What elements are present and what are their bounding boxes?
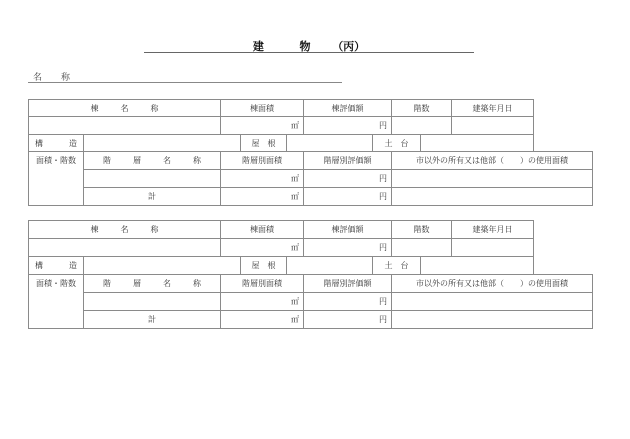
building-name-input[interactable] (28, 238, 221, 257)
other-use-header: 市以外の所有又は他部（ ）の使用面積 (391, 274, 593, 293)
roof-input[interactable] (286, 134, 373, 152)
assessed-value-input[interactable] (303, 238, 392, 257)
unit-yen: 円 (379, 192, 387, 201)
structure-input[interactable] (83, 256, 241, 275)
header-construction-date: 建築年月日 (451, 99, 534, 117)
total-area-input[interactable] (220, 310, 304, 329)
structure-input[interactable] (83, 134, 241, 152)
unit-yen: 円 (379, 121, 387, 130)
floor-area-input[interactable] (220, 116, 304, 135)
foundation-input[interactable] (420, 256, 534, 275)
construction-date-input[interactable] (451, 116, 534, 135)
area-floors-label: 面積・階数 (28, 274, 84, 329)
floor-area-input[interactable] (220, 292, 304, 311)
area-floors-label: 面積・階数 (28, 151, 84, 206)
header-floors: 階数 (391, 220, 452, 239)
floor-name-input[interactable] (83, 169, 221, 188)
floors-input[interactable] (391, 116, 452, 135)
header-building-name: 棟 名 称 (28, 99, 221, 117)
name-label-char: 名 (33, 73, 43, 83)
unit-sqm: ㎡ (291, 121, 299, 130)
unit-yen: 円 (379, 297, 387, 306)
total-other-use-input[interactable] (391, 187, 593, 206)
total-value-input[interactable] (303, 187, 392, 206)
title-char: （丙） (332, 40, 366, 53)
header-construction-date: 建築年月日 (451, 220, 534, 239)
header-assessed-value: 棟評価額 (303, 220, 392, 239)
roof-input[interactable] (286, 256, 373, 275)
foundation-input[interactable] (420, 134, 534, 152)
floor-area-input[interactable] (220, 169, 304, 188)
title-underline (144, 52, 474, 53)
floor-value-input[interactable] (303, 169, 392, 188)
title-char: 建 (252, 40, 264, 53)
header-floor-area: 棟面積 (220, 99, 304, 117)
foundation-label: 土 台 (372, 134, 421, 152)
total-value-input[interactable] (303, 310, 392, 329)
roof-label: 屋 根 (240, 134, 287, 152)
other-use-input[interactable] (391, 169, 593, 188)
unit-yen: 円 (379, 315, 387, 324)
header-floor-area: 棟面積 (220, 220, 304, 239)
unit-yen: 円 (379, 174, 387, 183)
floor-area-header: 階層別面積 (220, 151, 304, 170)
floor-value-input[interactable] (303, 292, 392, 311)
name-label-char: 称 (61, 73, 71, 83)
unit-sqm: ㎡ (291, 174, 299, 183)
foundation-label: 土 台 (372, 256, 421, 275)
other-use-input[interactable] (391, 292, 593, 311)
unit-sqm: ㎡ (291, 297, 299, 306)
unit-sqm: ㎡ (291, 192, 299, 201)
name-field[interactable] (28, 82, 342, 83)
header-assessed-value: 棟評価額 (303, 99, 392, 117)
unit-sqm: ㎡ (291, 315, 299, 324)
assessed-value-input[interactable] (303, 116, 392, 135)
total-other-use-input[interactable] (391, 310, 593, 329)
other-use-header: 市以外の所有又は他部（ ）の使用面積 (391, 151, 593, 170)
unit-sqm: ㎡ (291, 243, 299, 252)
roof-label: 屋 根 (240, 256, 287, 275)
floor-value-header: 階層別評価額 (303, 151, 392, 170)
total-area-input[interactable] (220, 187, 304, 206)
floors-input[interactable] (391, 238, 452, 257)
unit-yen: 円 (379, 243, 387, 252)
total-label: 計 (83, 187, 221, 206)
title-char: 物 (299, 40, 311, 53)
structure-label: 構 造 (28, 256, 84, 275)
header-floors: 階数 (391, 99, 452, 117)
structure-label: 構 造 (28, 134, 84, 152)
floor-name-header: 階 層 名 称 (83, 274, 221, 293)
floor-name-input[interactable] (83, 292, 221, 311)
floor-value-header: 階層別評価額 (303, 274, 392, 293)
floor-area-header: 階層別面積 (220, 274, 304, 293)
floor-area-input[interactable] (220, 238, 304, 257)
building-name-input[interactable] (28, 116, 221, 135)
floor-name-header: 階 層 名 称 (83, 151, 221, 170)
construction-date-input[interactable] (451, 238, 534, 257)
total-label: 計 (83, 310, 221, 329)
header-building-name: 棟 名 称 (28, 220, 221, 239)
